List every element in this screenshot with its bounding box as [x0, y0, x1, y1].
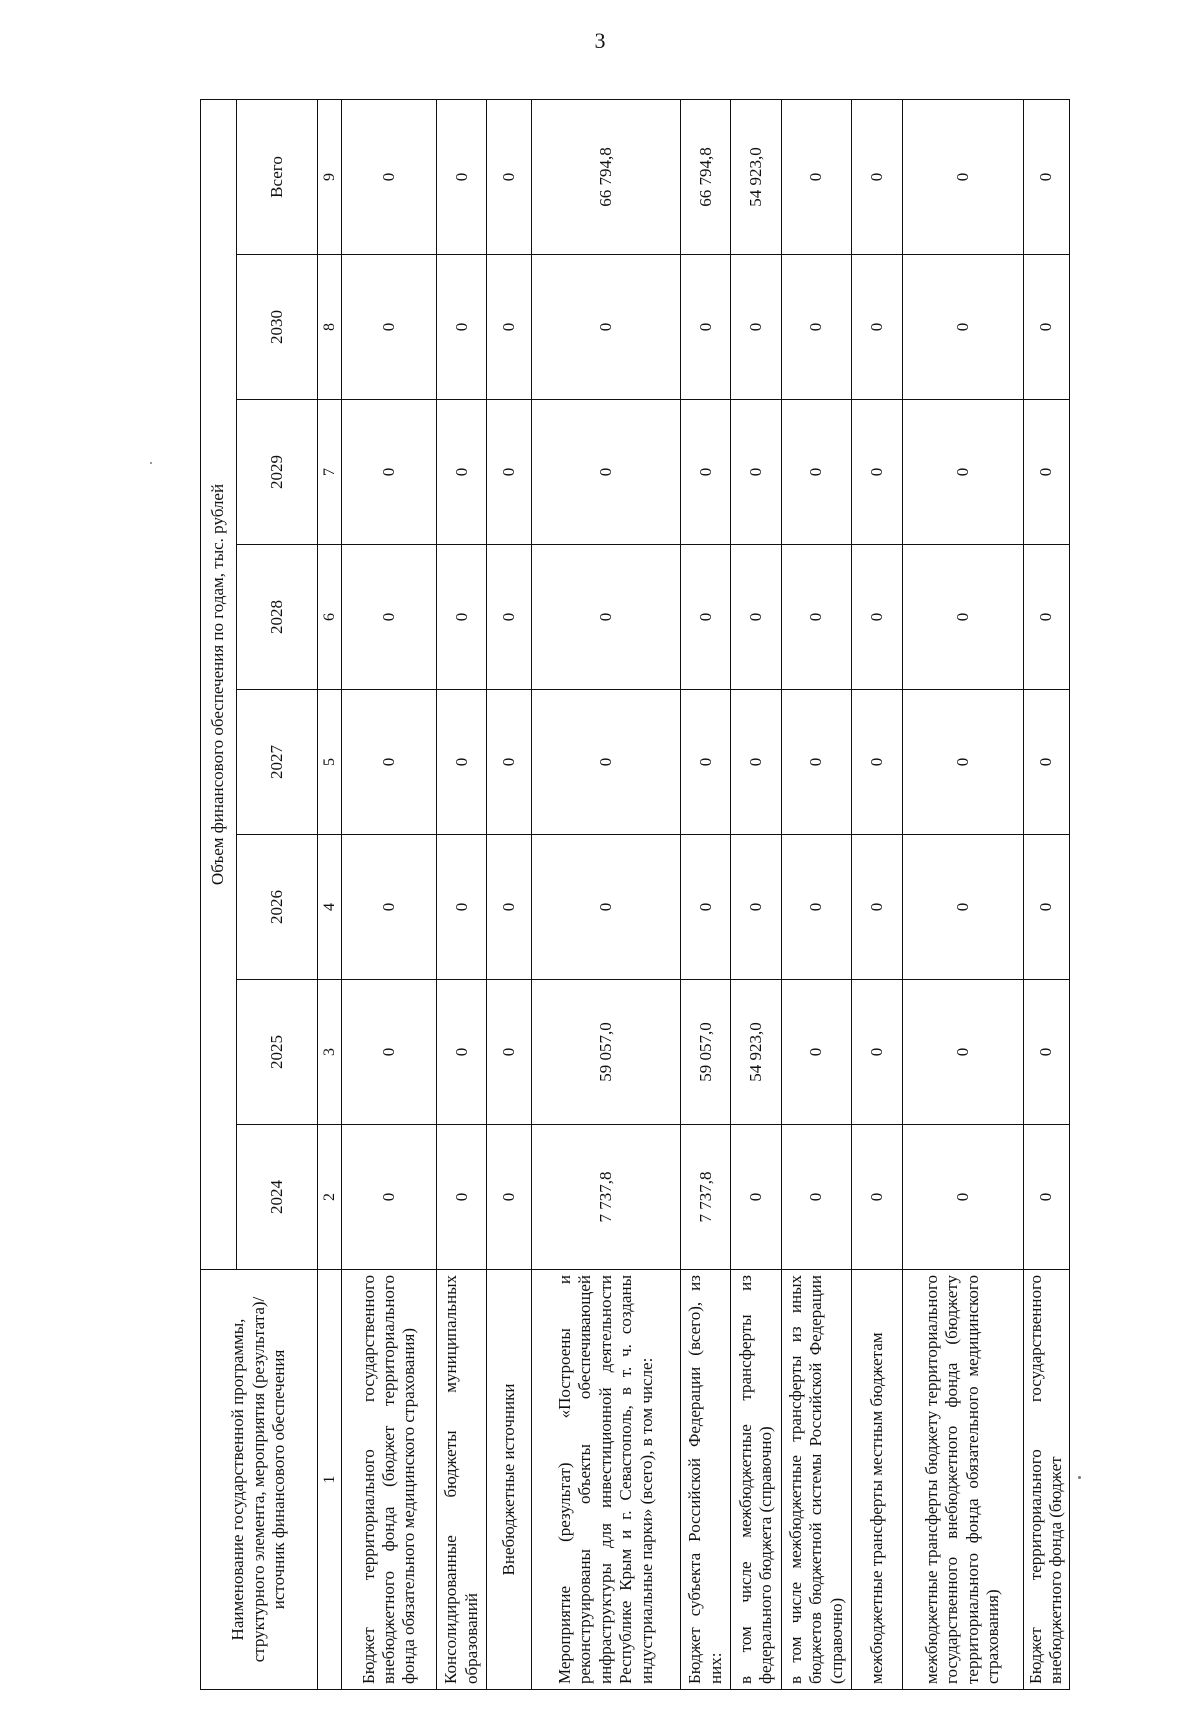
value-cell: 0 [531, 545, 680, 690]
value-cell: 59 057,0 [531, 980, 680, 1125]
value-cell: 0 [487, 255, 531, 400]
table-row [781, 99, 852, 1689]
value-cell: 0 [342, 99, 437, 254]
year-header-2024: 2024 [237, 1125, 318, 1270]
total-header: Всего [237, 99, 318, 254]
page-number: 3 [594, 28, 606, 53]
value-cell: 59 057,0 [681, 980, 731, 1125]
value-cell: 54 923,0 [731, 99, 781, 254]
value-cell: 0 [731, 835, 781, 980]
scan-speck [150, 462, 152, 464]
column-number: 9 [317, 99, 341, 254]
value-cell: 0 [781, 835, 852, 980]
table-row [487, 99, 531, 1689]
value-cell: 0 [531, 255, 680, 400]
row-name: межбюджетные трансферты местным бюджетам [852, 1270, 902, 1690]
value-cell: 0 [731, 545, 781, 690]
value-cell: 0 [681, 545, 731, 690]
value-cell: 0 [902, 690, 1023, 835]
value-cell: 66 794,8 [681, 99, 731, 254]
row-name: Мероприятие (результат) «Построены и реконструированы объекты обеспечивающей инфраструктуры для инвестиционной деятельности Республике Крым и г. Севастополь, в т. ч. созданы индустриальные парки» (всего), в том числе: [531, 1270, 680, 1690]
value-cell: 0 [781, 690, 852, 835]
table-row [681, 99, 731, 1689]
table-row [437, 99, 487, 1689]
value-cell: 0 [437, 690, 487, 835]
value-cell: 0 [487, 99, 531, 254]
row-name: Бюджет территориального государственного внебюджетного фонда (бюджет территориального фонда обязательного медицинского страхования) [342, 1270, 437, 1690]
year-header-2027: 2027 [237, 690, 318, 835]
table-row [852, 99, 902, 1689]
value-cell: 0 [437, 99, 487, 254]
year-header-2029: 2029 [237, 400, 318, 545]
column-number: 8 [317, 255, 341, 400]
row-name: межбюджетные трансферты бюджету территориального государственного внебюджетного фонда (бюджету территориального фонда обязательного медицинского страхования) [902, 1270, 1023, 1690]
value-cell: 0 [731, 255, 781, 400]
value-cell: 0 [681, 835, 731, 980]
value-cell: 0 [437, 1125, 487, 1270]
value-cell: 66 794,8 [531, 99, 680, 254]
column-number: 2 [317, 1125, 341, 1270]
year-header-2028: 2028 [237, 545, 318, 690]
value-cell: 0 [437, 545, 487, 690]
table-row [531, 99, 680, 1689]
column-number-row [317, 99, 341, 1689]
column-number: 5 [317, 690, 341, 835]
value-cell: 0 [1023, 400, 1069, 545]
value-cell: 0 [487, 690, 531, 835]
value-cell: 0 [342, 1125, 437, 1270]
value-cell: 0 [437, 835, 487, 980]
value-cell: 0 [781, 255, 852, 400]
header-name-cell: Наименование государственной программы, структурного элемента, мероприятия (результата)/источник финансового обеспечения [201, 1270, 318, 1690]
value-cell: 0 [531, 835, 680, 980]
table-row [902, 99, 1023, 1689]
value-cell: 0 [1023, 980, 1069, 1125]
column-number: 1 [317, 1270, 341, 1690]
value-cell: 0 [902, 980, 1023, 1125]
rotated-table-wrapper [200, 100, 1070, 1690]
value-cell: 0 [852, 400, 902, 545]
row-name: Консолидированные бюджеты муниципальных образований [437, 1270, 487, 1690]
value-cell: 0 [342, 835, 437, 980]
value-cell: 0 [437, 400, 487, 545]
value-cell: 0 [902, 99, 1023, 254]
value-cell: 0 [1023, 1125, 1069, 1270]
value-cell: 0 [781, 400, 852, 545]
value-cell: 0 [1023, 835, 1069, 980]
value-cell: 0 [681, 690, 731, 835]
value-cell: 0 [342, 545, 437, 690]
value-cell: 0 [531, 400, 680, 545]
year-header-2026: 2026 [237, 835, 318, 980]
value-cell: 0 [852, 99, 902, 254]
column-number: 7 [317, 400, 341, 545]
table-row [1023, 99, 1069, 1689]
value-cell: 0 [1023, 99, 1069, 254]
value-cell: 0 [487, 835, 531, 980]
table-row [342, 99, 437, 1689]
value-cell: 0 [437, 255, 487, 400]
value-cell: 0 [781, 545, 852, 690]
row-name: в том числе межбюджетные трансферты из федерального бюджета (справочно) [731, 1270, 781, 1690]
value-cell: 0 [342, 980, 437, 1125]
value-cell: 0 [731, 400, 781, 545]
value-cell: 0 [1023, 690, 1069, 835]
value-cell: 0 [902, 400, 1023, 545]
value-cell: 0 [852, 255, 902, 400]
financing-table [200, 99, 1070, 1690]
value-cell: 0 [781, 1125, 852, 1270]
value-cell: 0 [852, 835, 902, 980]
value-cell: 0 [487, 1125, 531, 1270]
row-name: в том числе межбюджетные трансферты из иных бюджетов бюджетной системы Российской Федерации (справочно) [781, 1270, 852, 1690]
value-cell: 7 737,8 [531, 1125, 680, 1270]
value-cell: 0 [902, 545, 1023, 690]
value-cell: 0 [681, 400, 731, 545]
value-cell: 0 [781, 980, 852, 1125]
value-cell: 0 [342, 255, 437, 400]
value-cell: 0 [681, 255, 731, 400]
scan-speck [1078, 1476, 1081, 1479]
row-name: Бюджет территориального государственного внебюджетного фонда (бюджет [1023, 1270, 1069, 1690]
value-cell: 0 [1023, 545, 1069, 690]
column-number: 3 [317, 980, 341, 1125]
value-cell: 0 [731, 690, 781, 835]
year-header-2030: 2030 [237, 255, 318, 400]
table-row [731, 99, 781, 1689]
value-cell: 0 [1023, 255, 1069, 400]
value-cell: 0 [731, 1125, 781, 1270]
value-cell: 7 737,8 [681, 1125, 731, 1270]
value-cell: 54 923,0 [731, 980, 781, 1125]
value-cell: 0 [852, 980, 902, 1125]
value-cell: 0 [852, 545, 902, 690]
value-cell: 0 [902, 835, 1023, 980]
value-cell: 0 [531, 690, 680, 835]
value-cell: 0 [487, 400, 531, 545]
value-cell: 0 [902, 1125, 1023, 1270]
value-cell: 0 [487, 545, 531, 690]
value-cell: 0 [852, 690, 902, 835]
value-cell: 0 [781, 99, 852, 254]
value-cell: 0 [852, 1125, 902, 1270]
row-name: Внебюджетные источники [487, 1270, 531, 1690]
value-cell: 0 [487, 980, 531, 1125]
year-header-2025: 2025 [237, 980, 318, 1125]
value-cell: 0 [342, 690, 437, 835]
column-number: 4 [317, 835, 341, 980]
value-cell: 0 [902, 255, 1023, 400]
column-number: 6 [317, 545, 341, 690]
header-volume-cell: Объем финансового обеспечения по годам, тыс. рублей [201, 99, 237, 1269]
value-cell: 0 [342, 400, 437, 545]
value-cell: 0 [437, 980, 487, 1125]
row-name: Бюджет субъекта Российской Федерации (всего), из них: [681, 1270, 731, 1690]
